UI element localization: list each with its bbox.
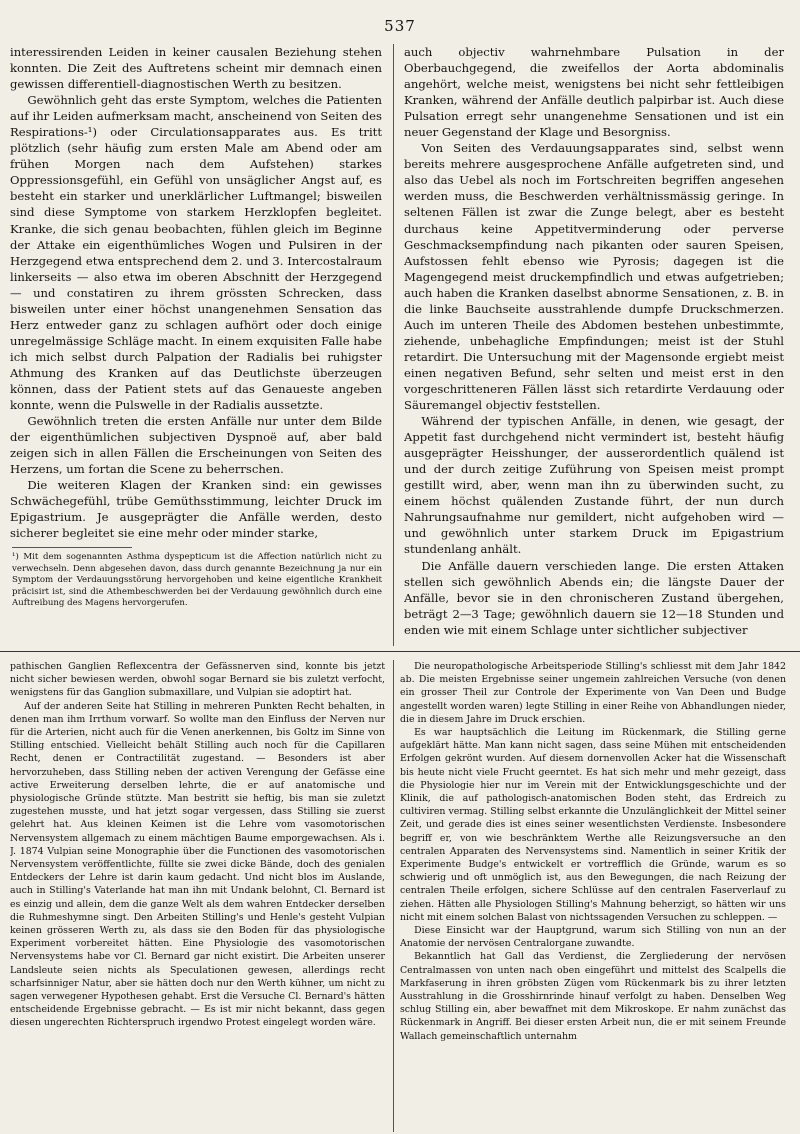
lower-right-column [400,660,786,1132]
lower-left-column [10,660,385,1132]
paragraph: Es war hauptsächlich die Leitung im Rückenmark, die Stilling gerne aufgeklärt hätte. Man kann nicht sagen, dass seine Mühen mit entscheidenden Erfolgen gekrönt wurden. Auf diesem dornenvollen Acker hat die Wissenschaft bis heute nicht viele Frucht geerntet. Es hat sich mehr und mehr gezeigt, dass die Physiologie hier nur im Verein mit der Entwicklungsgeschichte und der Klinik, die auf pathologisch-anatomischen Boden steht, das Erdreich zu cultiviren vermag. Stilling selbst erkannte die Unzulänglichkeit der Mittel seiner Zeit, und gerade dies ist eines seiner wesentlichsten Verdienste. Insbesondere begriff er, von wie beschränktem Werthe alle Reizungsversuche an den centralen Apparaten des Nervensystems sind. Namentlich in seiner Kritik der Experimente Budge's entwickelt er vortrefflich die Gründe, warum es so schwierig und oft unmöglich ist, aus den Bewegungen, die nach Reizung der centralen Theile erfolgen, sichere Schlüsse auf den centralen Faserverlauf zu ziehen. Hätten alle Physiologen Stilling's Mahnung beherzigt, so hätten wir uns nicht mit einem solchen Balast von nichtssagenden Versuchen zu schleppen. — [400,727,786,923]
paragraph: pathischen Ganglien Reflexcentra der Gefässnerven sind, konnte bis jetzt nicht sicher bewiesen werden, obwohl sogar Bernard sie bis zuletzt verfocht, wenigstens für das Ganglion submaxillare, und Vulpian sie adoptirt hat. [10,661,385,699]
paragraph: Gewöhnlich treten die ersten Anfälle nur unter dem Bilde der eigenthümlichen subjectiven Dyspnoë auf, aber bald zeigen sich in allen Fällen die Erscheinungen von Seiten des Herzens, um fortan die Scene zu beherrschen. [10,414,382,477]
paragraph: Die weiteren Klagen der Kranken sind: ein gewisses Schwächegefühl, trübe Gemüthsstimmung, leichter Druck im Epigastrium. Je ausgeprägter die Anfälle werden, desto sicherer begleitet sie eine mehr oder minder starke, [10,478,382,541]
paragraph: Von Seiten des Verdauungsapparates sind, selbst wenn bereits mehrere ausgesprochene Anfälle aufgetreten sind, und also das Uebel als noch im Fortschreiten begriffen angesehen werden muss, die Beschwerden verhältnissmässig geringe. In seltenen Fällen ist zwar die Zunge belegt, aber es besteht durchaus keine Appetitverminderung oder perverse Geschmacksempfindung nach pikanten oder sauren Speisen, Aufstossen fehlt ebenso wie Pyrosis; dagegen ist die Magengegend meist druckempfindlich und etwas aufgetrieben; auch haben die Kranken daselbst abnorme Sensationen, z. B. in die linke Bauchseite ausstrahlende dumpfe Druckschmerzen. Auch im unteren Theile des Abdomen bestehen unbestimmte, ziehende, unbehagliche Empfindungen; meist ist der Stuhl retardirt. Die Untersuchung mit der Magensonde ergiebt meist einen negativen Befund, sehr selten und meist erst in den vorgeschritteneren Fällen lässt sich retardirte Verdauung oder Säuremangel objectiv feststellen. [404,141,784,413]
section-divider [0,651,800,652]
footnote [10,547,382,609]
upper-left-column [10,44,382,646]
paragraph: Die neuropathologische Arbeitsperiode Stilling's schliesst mit dem Jahr 1842 ab. Die meisten Ergebnisse seiner ungemein zahlreichen Versuche (von denen ein grosser Theil zur Controle der Experimente von Van Deen und Budge angestellt worden waren) legte Stilling in einer Reihe von Abhandlungen nieder, die in diesem Jahre im Druck erschien. [400,661,786,725]
lower-article [8,660,792,1132]
footnote-rule [12,547,132,548]
paragraph: Auf der anderen Seite hat Stilling in mehreren Punkten Recht behalten, in denen man ihm Irrthum vorwarf. So wollte man den Einfluss der Nerven nur für die Arterien, nicht auch für die Venen anerkennen, bis Goltz im Sinne von Stilling entschied. Vielleicht behält Stilling auch noch für die Capillaren Recht, denen er Contractilität zugestand. — Besonders ist aber hervorzuheben, dass Stilling neben der activen Verengung der Gefässe eine active Erweiterung derselben lehrte, die er auf anatomische und physiologische Gründe stützte. Man bestritt sie heftig, bis man sie zuletzt zugestehen musste, und hat jetzt sogar vergessen, dass Stilling sie zuerst gelehrt hat. Aus kleinen Keimen ist die Lehre vom vasomotorischen Nervensystem allgemach zu einem mächtigen Baume emporgewachsen. Als i. J. 1874 Vulpian seine Monographie über die Functionen des vasomotorischen Nervensystem veröffentlichte, füllte sie zwei dicke Bände, doch des genialen Entdeckers der Lehre ist darin kaum gedacht. Und nicht blos im Auslande, auch in Stilling's Vaterlande hat man ihn mit Undank belohnt, Cl. Bernard ist es einzig und allein, dem die ganze Welt als dem wahren Entdecker derselben die Ruhmeshymne singt. Den Arbeiten Stilling's und Henle's gesteht Vulpian keinen grösseren Werth zu, als dass sie den Boden für das physiologische Experiment vorbereitet hätten. Eine Physiologie des vasomotorischen Nervensystems habe vor Cl. Bernard gar nicht existirt. Die Arbeiten unserer Landsleute seien nichts als Speculationen gewesen, allerdings recht scharfsinniger Natur, aber sie hätten doch nur den Werth kühner, um nicht zu sagen verwegener Hypothesen gehabt. Erst die Versuche Cl. Bernard's hätten entscheidende Ergebnisse gebracht. — Es ist mir nicht bekannt, dass gegen diesen ungerechten Richterspruch irgendwo Protest eingelegt worden wäre. [10,700,385,1029]
page-number: 537 [384,17,416,35]
paragraph: Während der typischen Anfälle, in denen, wie gesagt, der Appetit fast durchgehend nicht vermindert ist, besteht häufig ausgeprägter Heisshunger, der ausserordentlich quälend ist und der durch zeitige Zuführung von Speisen meist prompt gestillt wird, aber, wenn man ihn zu überwinden sucht, zu einem höchst quälenden Zustande führt, der nun durch Nahrungsaufnahme nur gemildert, nicht aufgehoben wird — und gewöhnlich unter starkem Druck im Epigastrium stundenlang anhält. [404,414,784,557]
column-rule [393,44,394,646]
footnote-text: ¹) Mit dem sogenannten Asthma dyspepticum ist die Affection natürlich nicht zu verwechseln. Denn abgesehen davon, dass durch genannte Bezeichnung ja nur ein Symptom der Verdauungsstörung hervorgehoben und keine eigentliche Krankheit präcisirt ist, sind die Athembeschwerden bei der Verdauung gewöhnlich durch eine Auftreibung des Magens hervorgerufen. [12,552,382,609]
column-rule [393,660,394,1132]
upper-article [8,44,792,646]
upper-right-column [404,44,784,646]
paragraph: Diese Einsicht war der Hauptgrund, warum sich Stilling von nun an der Anatomie der nervösen Centralorgane zuwandte. [400,925,786,950]
paragraph: Gewöhnlich geht das erste Symptom, welches die Patienten auf ihr Leiden aufmerksam macht, anscheinend von Seiten des Respirations-¹) oder Circulationsapparates aus. Es tritt plötzlich (sehr häufig zum ersten Male am Abend oder am frühen Morgen nach dem Aufstehen) starkes Oppressionsgefühl, ein Gefühl von unsäglicher Angst auf, es besteht ein starker und unerklärlicher Luftmangel; bisweilen sind diese Symptome von starkem Herzklopfen begleitet. Kranke, die sich genau beobachten, fühlen gleich im Beginne der Attake ein eigenthümliches Wogen und Pulsiren in der Herzgegend etwa entsprechend dem 2. und 3. Intercostalraum linkerseits — also etwa im oberen Abschnitt der Herzgegend — und constatiren zu ihrem grössten Schrecken, dass bisweilen unter einer höchst unangenehmen Sensation das Herz entweder ganz zu schlagen aufhört oder doch einige unregelmässige Schläge macht. In einem exquisiten Falle habe ich mich selbst durch Palpation der Radialis bei ruhigster Athmung des Kranken auf das Deutlichste überzeugen können, dass der Patient stets auf das Genaueste angeben konnte, wenn die Pulswelle in der Radialis aussetzte. [10,93,382,413]
paragraph: interessirenden Leiden in keiner causalen Beziehung stehen konnten. Die Zeit des Auftretens scheint mir demnach einen gewissen differentiell-diagnostischen Werth zu besitzen. [10,45,382,92]
paragraph: Die Anfälle dauern verschieden lange. Die ersten Attaken stellen sich gewöhnlich Abends ein; die längste Dauer der Anfälle, bevor sie in den chronischeren Zustand übergehen, beträgt 2—3 Tage; gewöhnlich dauern sie 12—18 Stunden und enden wie mit einem Schlage unter sichtlicher subjectiver [404,558,784,637]
paragraph: auch objectiv wahrnehmbare Pulsation in der Oberbauchgegend, die zweifellos der Aorta abdominalis angehört, welche meist, wenigstens bei nicht sehr fettleibigen Kranken, während der Anfälle deutlich palpirbar ist. Auch diese Pulsation erregt sehr unangenehme Sensationen und ist ein neuer Gegenstand der Klage und Besorgniss. [404,45,784,140]
paragraph: Bekanntlich hat Gall das Verdienst, die Zergliederung der nervösen Centralmassen von unten nach oben eingeführt und mittelst des Scalpells die Markfaserung in ihren gröbsten Zügen vom Rückenmark bis zu ihrer letzten Ausstrahlung in die Grosshirnrinde hinauf verfolgt zu haben. Denselben Weg schlug Stilling ein, aber bewaffnet mit dem Mikroskope. Er nahm zunächst das Rückenmark in Angriff. Bei dieser ersten Arbeit nun, die er mit seinem Freunde Wallach gemeinschaftlich unternahm [400,951,786,1042]
